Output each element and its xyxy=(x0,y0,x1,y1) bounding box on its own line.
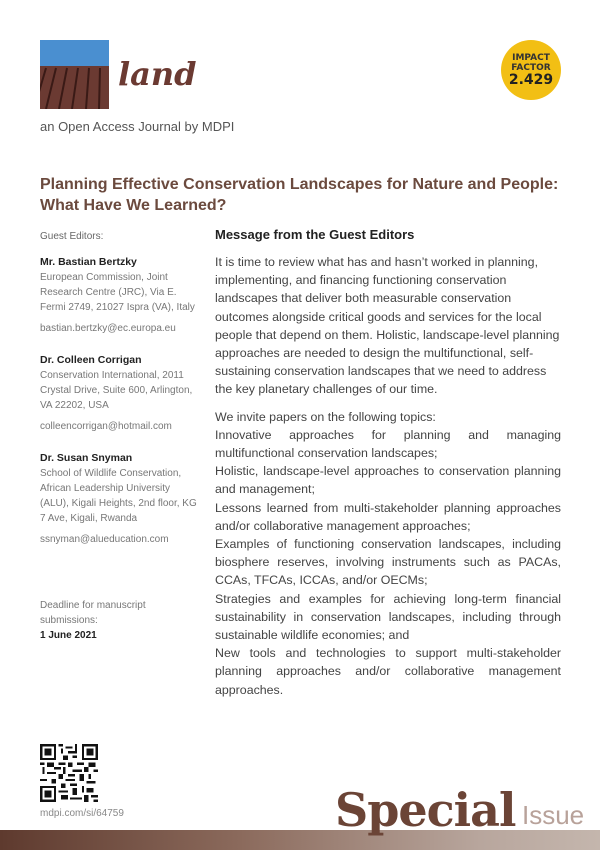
journal-name: land xyxy=(118,55,197,93)
deadline-block xyxy=(40,598,200,643)
topic-item: Examples of functioning conservation landscapes, including biosphere reserves, involving instruments such as PACAs, CCAs, TFCAs, ICCAs, and/or OECMs; xyxy=(215,537,561,588)
special-issue-title: Planning Effective Conservation Landscapes for Nature and People: What Have We Learned? xyxy=(40,176,559,214)
impact-factor-value: 2.429 xyxy=(508,71,554,88)
editor-card xyxy=(40,451,200,547)
impact-factor-label-2: FACTOR xyxy=(511,62,551,73)
logo-furrows xyxy=(40,66,109,109)
topic-item: Holistic, landscape-level approaches to conservation planning and management; xyxy=(215,464,561,497)
issue-wordmark: Issue xyxy=(522,800,585,830)
editor-email[interactable]: bastian.bertzky@ec.europa.eu xyxy=(40,323,176,334)
editor-name: Mr. Bastian Bertzky xyxy=(40,256,137,268)
editor-email[interactable]: colleencorrigan@hotmail.com xyxy=(40,421,172,432)
topic-item: Innovative approaches for planning and managing multifunctional conservation landscapes; xyxy=(215,427,561,461)
editor-affiliation: School of Wildlife Conservation, African Leadership University (ALU), Kigali Heights, 2nd floor, KG 7 Ave, Kigali, Rwanda xyxy=(40,468,197,524)
guest-editors-sidebar xyxy=(40,229,200,564)
topics-lead: We invite papers on the following topics: xyxy=(215,409,436,424)
deadline-date: 1 June 2021 xyxy=(40,630,97,641)
logo-sky xyxy=(40,40,109,66)
land-logo-icon xyxy=(40,40,109,109)
editor-name: Dr. Susan Snyman xyxy=(40,452,133,464)
topic-item: New tools and technologies to support multi-stakeholder planning approaches and/or collaborative management approaches. xyxy=(215,646,561,697)
journal-tagline: an Open Access Journal by MDPI xyxy=(40,119,235,134)
impact-factor-label-1: IMPACT xyxy=(512,52,550,63)
guest-editors-label: Guest Editors: xyxy=(40,231,104,242)
editor-name: Dr. Colleen Corrigan xyxy=(40,354,142,366)
qr-code-icon[interactable] xyxy=(40,744,98,802)
special-wordmark: Special xyxy=(335,783,516,837)
editor-card xyxy=(40,255,200,336)
guest-editors-message xyxy=(215,227,561,699)
topics-list xyxy=(215,426,561,699)
editor-card xyxy=(40,353,200,434)
editor-affiliation: Conservation International, 2011 Crystal Drive, Suite 600, Arlington, VA 22202, USA xyxy=(40,370,193,411)
special-issue-link[interactable]: mdpi.com/si/64759 xyxy=(40,808,124,819)
impact-factor-badge xyxy=(501,40,561,100)
topic-item: Lessons learned from multi-stakeholder planning approaches and/or collaborative management approaches; xyxy=(215,500,561,533)
editor-affiliation: European Commission, Joint Research Centre (JRC), Via E. Fermi 2749, 21027 Ispra (VA), Italy xyxy=(40,272,195,313)
message-heading: Message from the Guest Editors xyxy=(215,227,415,242)
topic-item: Strategies and examples for achieving long-term financial sustainability in conservation landscapes, including through sustainable wildlife economies; and xyxy=(215,591,561,643)
message-intro: It is time to review what has and hasn’t worked in planning, implementing, and financing functioning conservation landscapes that deliver both measurable conservation outcomes alongside critical goods and services for the local people that depend on them. Holistic, landscape-level planning approaches are needed to design the multifunctional, self-sustaining conservation landscapes that we need to address the key planetary challenges of our time. xyxy=(215,255,560,397)
deadline-label: Deadline for manuscript submissions: xyxy=(40,600,146,626)
editor-email[interactable]: ssnyman@alueducation.com xyxy=(40,534,169,545)
